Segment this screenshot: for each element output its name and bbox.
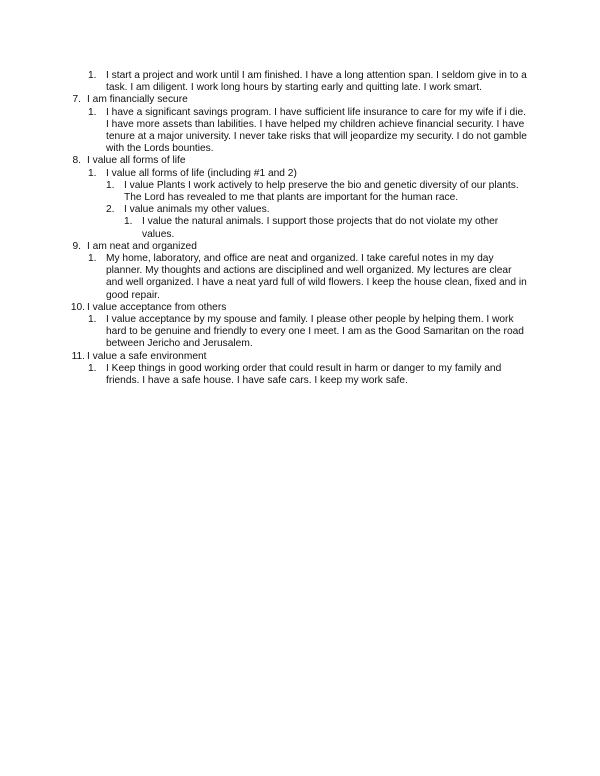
- outline-list: [70, 70, 530, 387]
- item-number: 9.: [72, 240, 81, 252]
- outline-item: [88, 363, 530, 387]
- item-number: 2.: [106, 204, 115, 216]
- outline-item: [70, 302, 530, 314]
- outline-item: [88, 314, 530, 351]
- item-text: I Keep things in good working order that could result in harm or danger to my family and friends. I have a safe house. I have safe cars. I keep my work safe.: [106, 362, 502, 387]
- item-text: I have a significant savings program. I have sufficient life insurance to care for my wife if i die. I have more assets than labilities. I have helped my children achieve financial security. I have tenure at a major university. I never take risks that will jeopardize my security. I do not gamble with the Lords bounties.: [106, 106, 527, 155]
- item-text: My home, laboratory, and office are neat and organized. I take careful notes in my day planner. My thoughts and actions are disciplined and well organized. My lectures are clear and well organized. I have a neat yard full of wild flowers. I keep the house clean, fixed and in good repair.: [106, 253, 527, 301]
- item-text: I value all forms of life: [87, 155, 186, 167]
- item-number: 1.: [88, 253, 97, 265]
- item-number: 10.: [70, 301, 85, 313]
- outline-item: [70, 94, 530, 106]
- item-text: I value all forms of life (including #1 and 2): [106, 167, 297, 179]
- item-text: I value acceptance by my spouse and family. I please other people by helping them. I work hard to be genuine and friendly to every one I meet. I am as the Good Samaritan on the road between Jericho and Jerusalem.: [106, 314, 524, 350]
- outline-item: [70, 241, 530, 253]
- outline-item: [88, 70, 530, 94]
- item-number: 7.: [72, 94, 81, 106]
- outline-item: [88, 253, 530, 302]
- item-number: 1.: [88, 314, 97, 326]
- item-text: I value acceptance from others: [87, 301, 227, 313]
- item-text: I am neat and organized: [87, 240, 197, 252]
- item-number: 1.: [88, 70, 97, 81]
- item-number: 11.: [71, 350, 85, 362]
- item-text: I value animals my other values.: [124, 204, 270, 216]
- outline-item: [106, 204, 530, 216]
- item-number: 1.: [124, 216, 133, 228]
- item-number: 1.: [88, 167, 97, 179]
- item-text: I am financially secure: [87, 94, 188, 106]
- outline-item: [106, 180, 530, 204]
- item-text: I value a safe environment: [87, 350, 207, 362]
- item-text: I start a project and work until I am finished. I have a long attention span. I seldom give in to a task. I am diligent. I work long hours by starting early and quitting late. I work smart.: [106, 70, 527, 94]
- outline-item: [88, 107, 530, 156]
- item-number: 1.: [88, 362, 97, 374]
- item-number: 8.: [72, 155, 81, 167]
- outline-item: [88, 168, 530, 180]
- outline-item: [124, 216, 530, 240]
- item-number: 1.: [106, 179, 115, 191]
- outline-item: [70, 155, 530, 167]
- item-number: 1.: [88, 106, 97, 118]
- outline-item: [70, 351, 530, 363]
- item-text: I value the natural animals. I support those projects that do not violate my other values.: [142, 216, 499, 240]
- item-text: I value Plants I work actively to help preserve the bio and genetic diversity of our plants. The Lord has revealed to me that plants are important for the human race.: [124, 179, 519, 204]
